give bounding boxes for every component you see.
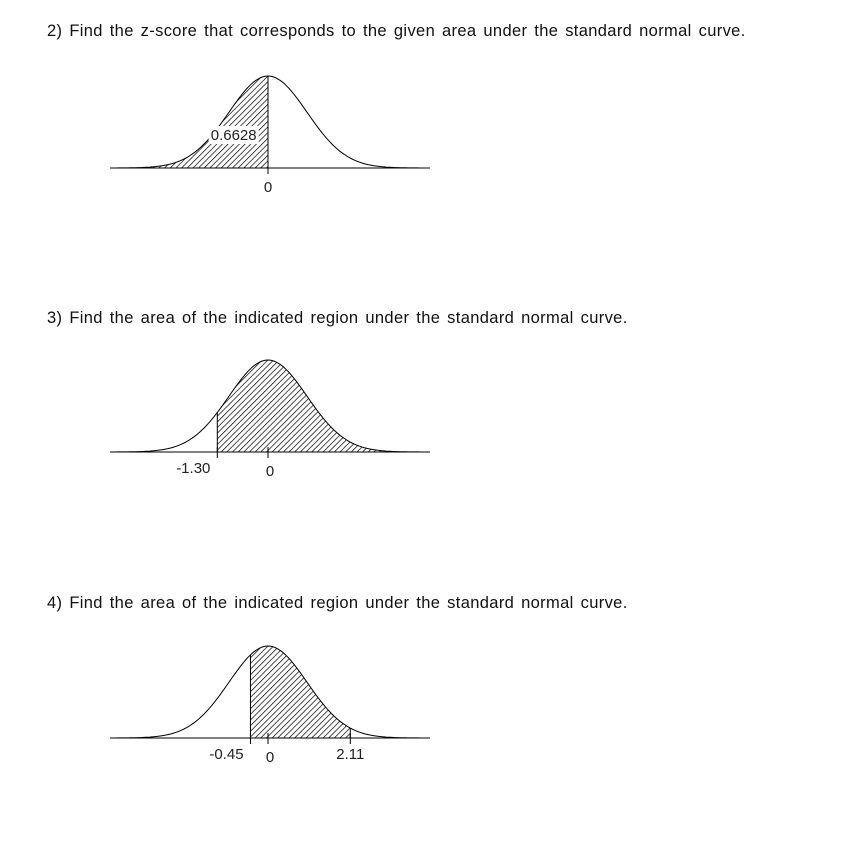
normal-curve-figure-4 <box>100 638 440 778</box>
bell-curve <box>110 76 430 168</box>
question-text: Find the z-score that corresponds to the given area under the standard normal curve. <box>69 22 746 40</box>
area-label: 0.6628 <box>210 127 257 144</box>
shaded-region <box>110 76 268 168</box>
normal-curve-svg <box>100 68 440 208</box>
question-2 <box>47 22 746 41</box>
question-3 <box>47 309 628 328</box>
shaded-region <box>217 360 430 452</box>
question-text: Find the area of the indicated region under the standard normal curve. <box>69 594 628 612</box>
question-number: 4) <box>47 594 63 612</box>
question-4 <box>47 594 628 613</box>
normal-curve-svg <box>100 352 440 492</box>
normal-curve-figure-2 <box>100 68 440 208</box>
tick-label: 2.11 <box>336 746 365 763</box>
question-text: Find the area of the indicated region under the standard normal curve. <box>69 309 628 327</box>
question-number: 3) <box>47 309 63 327</box>
tick-label: -0.45 <box>209 746 244 763</box>
tick-label: 0 <box>263 179 273 196</box>
tick-label: 0 <box>265 749 275 766</box>
normal-curve-svg <box>100 638 440 778</box>
tick-label: -1.30 <box>176 460 211 477</box>
shaded-region <box>250 646 350 738</box>
normal-curve-figure-3 <box>100 352 440 492</box>
question-number: 2) <box>47 22 63 40</box>
tick-label: 0 <box>265 463 275 480</box>
